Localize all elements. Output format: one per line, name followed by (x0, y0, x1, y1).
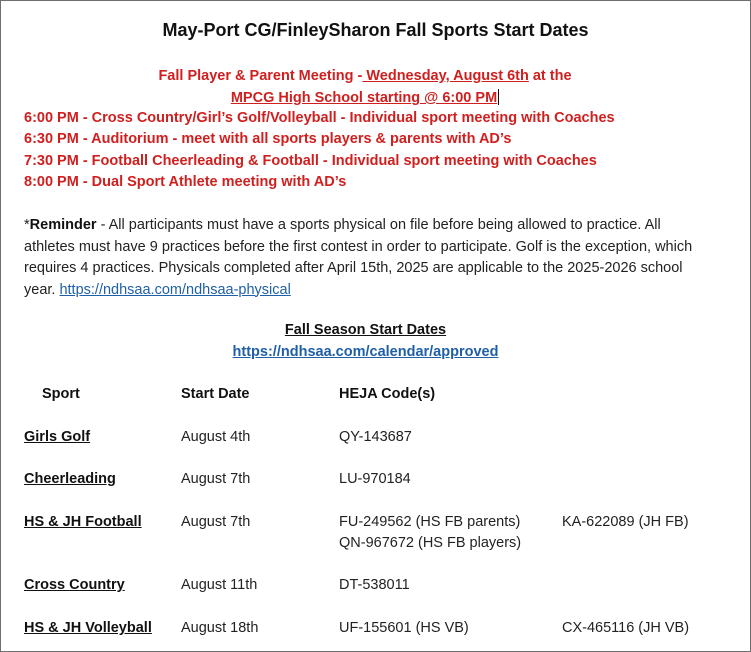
season-title: Fall Season Start Dates (284, 322, 447, 338)
schedule-item-3: 7:30 PM - Football Cheerleading & Football - Individual sport meeting with Coaches (24, 153, 597, 169)
meeting-location: MPCG High School starting @ 6:00 PM (230, 90, 498, 106)
row-cheerleading-code: LU-970184 (339, 471, 411, 487)
row-cheerleading-date: August 7th (181, 471, 251, 487)
row-girls-golf-code: QY-143687 (339, 429, 412, 445)
row-football-code-1b: QN-967672 (HS FB players) (339, 535, 522, 551)
row-volleyball-code-2: CX-465116 (JH VB) (562, 620, 690, 636)
schedule-item-4: 8:00 PM - Dual Sport Athlete meeting with AD’s (24, 174, 347, 190)
row-girls-golf-date: August 4th (181, 429, 251, 445)
row-girls-golf-sport: Girls Golf (24, 429, 91, 445)
meeting-line-2 (0, 89, 730, 106)
reminder-asterisk: * (24, 217, 30, 233)
row-cross-country-sport: Cross Country (24, 577, 125, 593)
reminder-paragraph (24, 215, 714, 301)
row-football-code-2: KA-622089 (JH FB) (562, 514, 689, 530)
row-volleyball-sport: HS & JH Volleyball (24, 620, 152, 636)
header-sport: Sport (42, 386, 80, 402)
row-football-date: August 7th (181, 514, 251, 530)
page-title: May-Port CG/FinleySharon Fall Sports Start Dates (162, 20, 589, 40)
row-volleyball-code-1: UF-155601 (HS VB) (339, 620, 469, 636)
physical-link[interactable]: https://ndhsaa.com/ndhsaa-physical (59, 281, 291, 298)
schedule-item-2: 6:30 PM - Auditorium - meet with all sports players & parents with AD’s (24, 131, 512, 147)
meeting-label: Fall Player & Parent Meeting - (158, 68, 363, 84)
meeting-date: Wednesday, August 6th (362, 68, 529, 84)
row-cross-country-code: DT-538011 (339, 577, 410, 593)
calendar-link[interactable]: https://ndhsaa.com/calendar/approved (232, 344, 499, 360)
header-start-date: Start Date (181, 386, 250, 402)
row-volleyball-date: August 18th (181, 620, 259, 636)
header-heja-codes: HEJA Code(s) (339, 386, 436, 402)
reminder-label: Reminder (29, 217, 97, 233)
row-cross-country-date: August 11th (181, 577, 258, 593)
reminder-text: - All participants must have a sports physical on file before being allowed to practice. All athletes must have 9 practices before the first contest in order to participate. Golf is the exception, which requires 4 practices. Physicals completed after April 15th, 2025 are applicable to the 2025-2026 school year. (24, 217, 693, 298)
row-football-sport: HS & JH Football (24, 514, 142, 530)
text-cursor (498, 89, 499, 105)
meeting-at: at the (528, 68, 572, 84)
row-cheerleading-sport: Cheerleading (24, 471, 116, 487)
schedule-item-1: 6:00 PM - Cross Country/Girl’s Golf/Volleyball - Individual sport meeting with Coaches (24, 110, 615, 126)
meeting-line-1 (0, 68, 730, 84)
row-football-code-1: FU-249562 (HS FB parents) (339, 514, 521, 530)
